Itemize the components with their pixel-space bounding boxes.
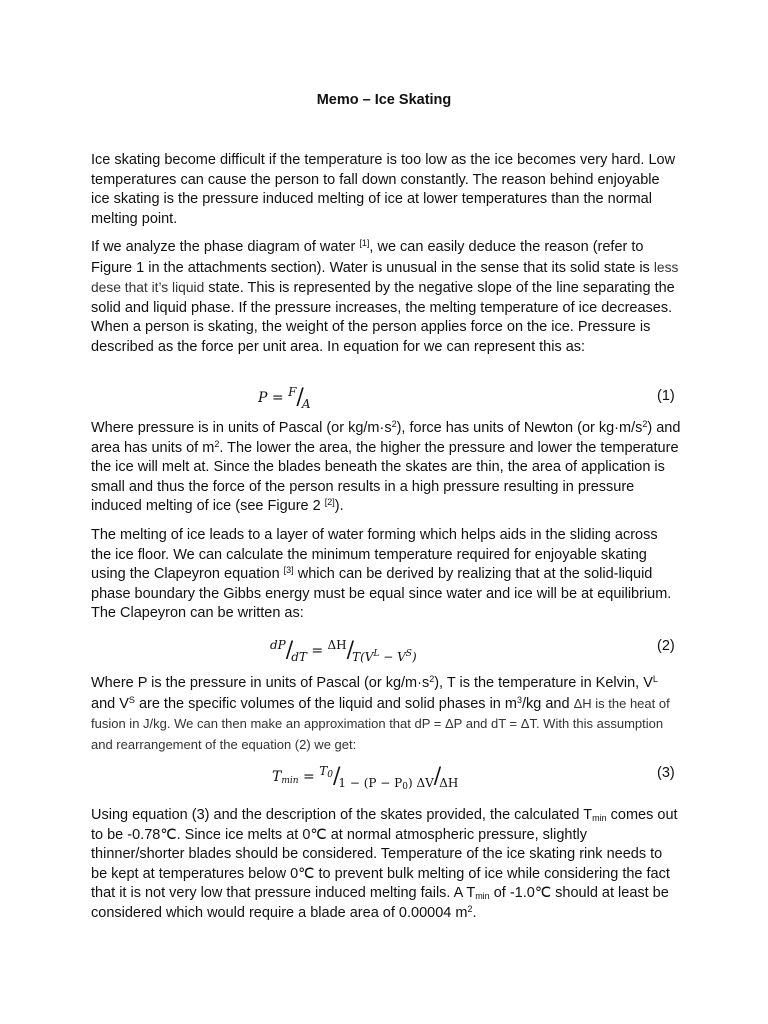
paragraph-intro: Ice skating become difficult if the temperature is too low as the ice becomes very hard. Low temperatures can cause the person to fall down constantly. The reason behind enjoyable ice skating is the pressure induced melting of ice at lower temperatures than the normal melting point.	[91, 152, 676, 227]
equation-3-number: (3)	[657, 765, 675, 781]
paragraph-phase-diagram: If we analyze the phase diagram of water [1], we can easily deduce the reason (refer to Figure 1 in the attachments section). Water is unusual in the sense that its solid state is less dese that it’s liquid state. This is represented by the negative slope of the line separating the solid and liquid phase. If the pressure increases, the melting temperature of ice decreases. When a person is skating, the weight of the person applies force on the ice. Pressure is described as the force per unit area. In equation for we can represent this as:	[91, 238, 679, 355]
equation-3: $T_{min} = T_0/1 - (P - P_0)$ ΔV/ΔH	[272, 764, 459, 792]
paragraph-clapeyron: The melting of ice leads to a layer of water forming which helps aids in the sliding across the ice floor. We can calculate the minimum temperature required for enjoyable skating using the Clapeyron equation [3] which can be derived by realizing that at the solid-liquid phase boundary the Gibbs energy must be equal since water and ice will be at equilibrium. The Clapeyron can be written as:	[91, 527, 672, 621]
paragraph-conclusion: Using equation (3) and the description of the skates provided, the calculated $T_{min}$ comes out to be -0.78℃. Since ice melts at 0℃ at normal atmospheric pressure, slightly thinner/shorter blades should be considered. Temperature of the ice skating rink needs to be kept at temperatures below 0℃ to prevent bulk melting of ice while considering the fact that it is not very low that pressure induced melting fails. A $T_{min}$ of -1.0℃ should at least be considered which would require a blade area of 0.00004 $m^2$.	[91, 807, 678, 921]
equation-2-number: (2)	[657, 638, 675, 654]
paragraph-units: Where pressure is in units of Pascal (or $kg/m\cdot s^2$), force has units of Newton (or $kg\cdot m/s^2$) and area has units of $m^2$. The lower the area, the higher the pressure and lower the temperature the ice will melt at. Since the blades beneath the skates are thin, the area of application is small and thus the force of the person results in a high pressure resulting in pressure induced melting of ice (see Figure 2 [2]).	[91, 419, 681, 514]
memo-title: Memo – Ice Skating	[316, 92, 452, 108]
equation-1: P = F/A	[258, 385, 311, 411]
equation-2: $dP/dT = \Delta H/T(V^L - V^S)$	[270, 638, 417, 664]
equation-1-number: (1)	[657, 388, 675, 404]
paragraph-variables: Where P is the pressure in units of Pascal (or $kg/m\cdot s^2$), T is the temperature in Kelvin, $V^L$ and $V^S$ are the specific volumes of the liquid and solid phases in $m^3/kg$ and ΔH is the heat of fusion in J/kg. We can then make an approximation that dP = ΔP and dT = ΔT. With this assumption and rearrangement of the equation (2) we get:	[91, 674, 670, 752]
